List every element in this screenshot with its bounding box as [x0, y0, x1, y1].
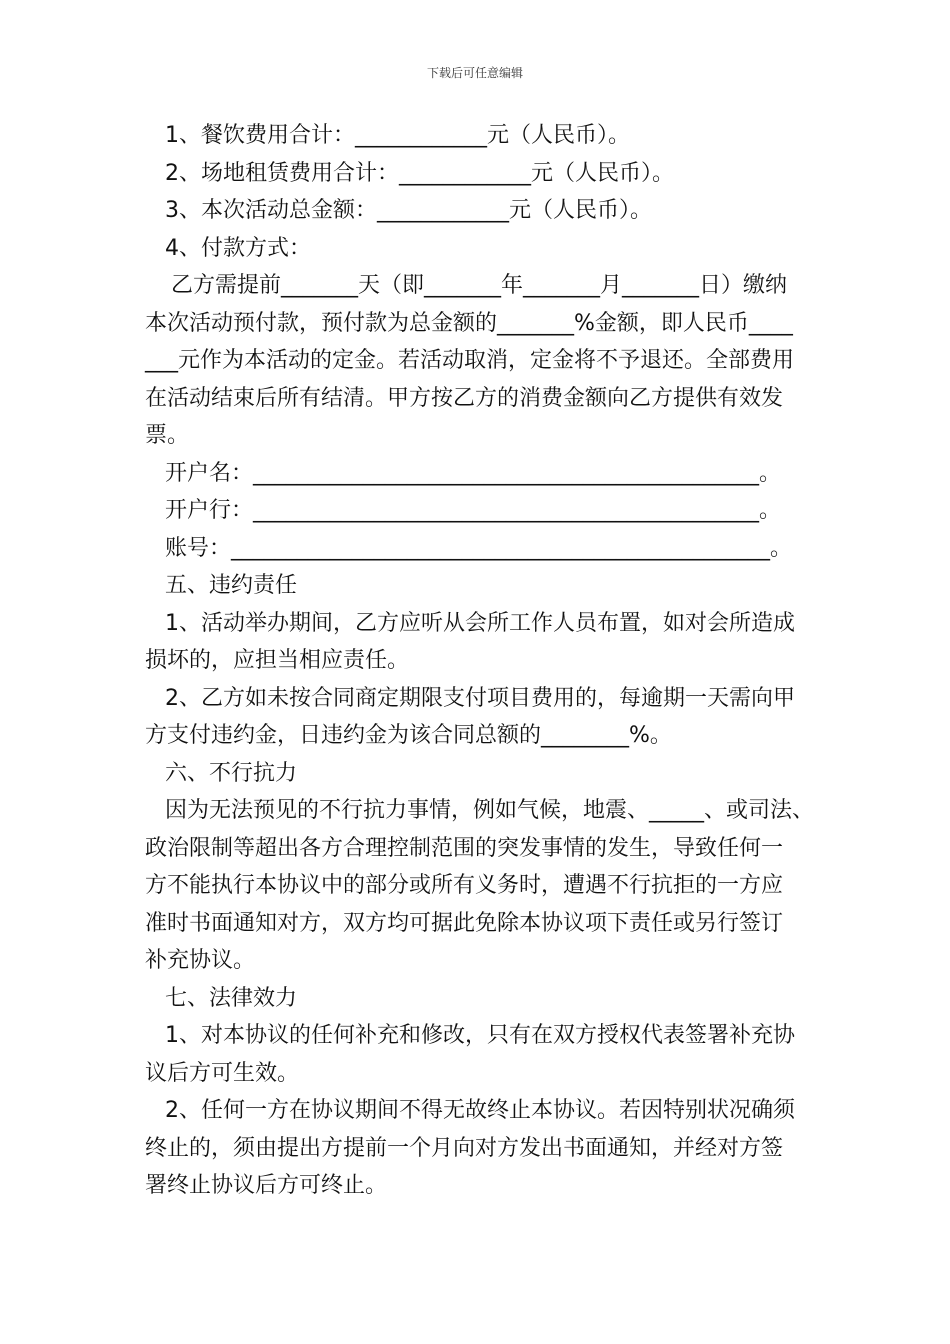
- paragraph-line: 票。: [145, 423, 190, 448]
- paragraph-line: 乙方需提前_______天（即_______年_______月_______日）缴纳: [171, 273, 788, 298]
- paragraph-line: 3、本次活动总金额：____________元（人民币）。: [165, 198, 652, 223]
- paragraph-line: 4、付款方式：: [165, 235, 311, 261]
- paragraph-line: 终止的，须由提出方提前一个月向对方发出书面通知，并经对方签: [145, 1135, 784, 1161]
- paragraph-line: 2、场地租赁费用合计：____________元（人民币）。: [165, 160, 674, 186]
- paragraph-line: ___元作为本活动的定金。若活动取消，定金将不予退还。全部费用: [145, 348, 795, 373]
- section-heading: 七、法律效力: [165, 985, 298, 1011]
- paragraph-line: 署终止协议后方可终止。: [145, 1173, 388, 1198]
- paragraph-line: 因为无法预见的不行抗力事情，例如气候，地震、_____、或司法、: [165, 798, 815, 823]
- paragraph-line: 补充协议。: [145, 948, 256, 973]
- paragraph-line: 在活动结束后所有结清。甲方按乙方的消费金额向乙方提供有效发: [145, 385, 784, 411]
- paragraph-line: 2、任何一方在协议期间不得无故终止本协议。若因特别状况确须: [165, 1098, 795, 1123]
- document-body: [145, 117, 815, 1205]
- section-heading: 五、违约责任: [165, 573, 298, 598]
- paragraph-line: 准时书面通知对方，双方均可据此免除本协议项下责任或另行签订: [145, 910, 784, 936]
- paragraph-line: 1、餐饮费用合计：____________元（人民币）。: [165, 123, 630, 148]
- paragraph-line: 2、乙方如未按合同商定期限支付项目费用的，每逾期一天需向甲: [165, 685, 795, 711]
- paragraph-line: 开户名：______________________________________________。: [165, 460, 782, 486]
- paragraph-line: 方不能执行本协议中的部分或所有义务时，遭遇不行抗拒的一方应: [145, 873, 784, 898]
- paragraph-line: 账号：_________________________________________________。: [165, 535, 793, 561]
- paragraph-line: 损坏的，应担当相应责任。: [145, 648, 410, 673]
- paragraph-line: 1、活动举办期间，乙方应听从会所工作人员布置，如对会所造成: [165, 610, 795, 636]
- paragraph-line: 开户行：______________________________________________。: [165, 498, 782, 523]
- paragraph-line: 议后方可生效。: [145, 1060, 300, 1086]
- page-header: 下载后可任意编辑: [426, 66, 523, 80]
- paragraph-line: 本次活动预付款，预付款为总金额的_______%金额，即人民币____: [145, 310, 793, 336]
- paragraph-line: 1、对本协议的任何补充和修改，只有在双方授权代表签署补充协: [165, 1023, 795, 1048]
- paragraph-line: 政治限制等超出各方合理控制范围的突发事情的发生，导致任何一: [145, 835, 784, 861]
- section-heading: 六、不行抗力: [165, 760, 298, 786]
- paragraph-line: 方支付违约金，日违约金为该合同总额的________%。: [145, 723, 672, 748]
